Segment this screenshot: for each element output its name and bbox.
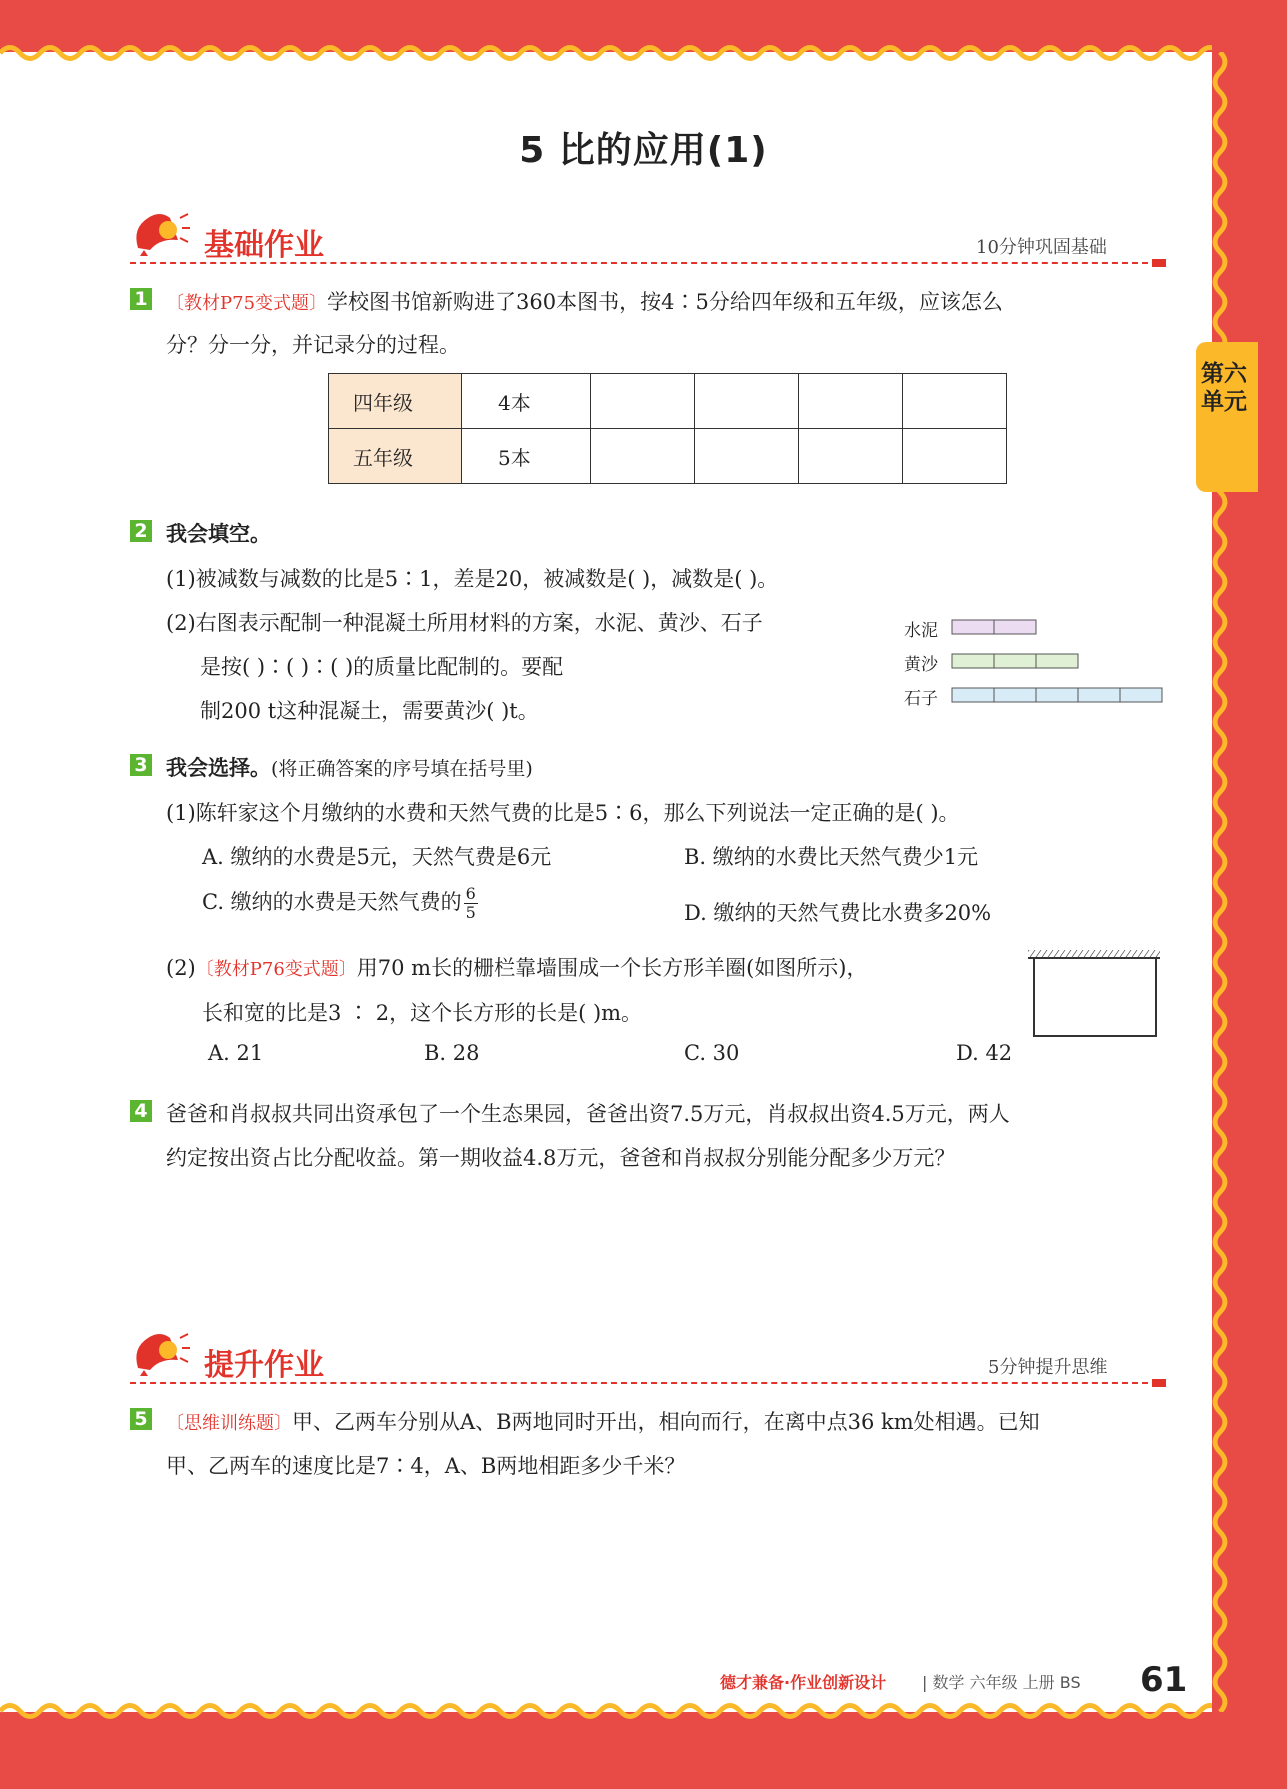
fraction-denominator: 5 [465,903,476,922]
q5-tag: 〔思维训练题〕 [166,1413,292,1434]
q3-part1: (1)陈轩家这个月缴纳的水费和天然气费的比是5∶6，那么下列说法一定正确的是( )。 [166,801,960,825]
q5-line1 [166,1406,1040,1436]
table-row [329,429,1007,484]
q4-line1: 爸爸和肖叔叔共同出资承包了一个生态果园，爸爸出资7.5万元，肖叔叔出资4.5万元，两人 [166,1102,1010,1126]
row-value-grade5: 5本 [462,429,591,484]
q1-text: 学校图书馆新购进了360本图书，按4∶5分给四年级和五年级，应该怎么 [327,290,1003,314]
mix-ratio-bars [950,614,1170,710]
megaphone-icon [130,1328,192,1378]
bar-label-gravel: 石子 [904,689,938,709]
top-wave-border [0,42,1212,64]
option-d[interactable]: D. 缴纳的天然气费比水费多20% [684,901,992,925]
q1-tag: 〔教材P75变式题〕 [166,293,328,314]
sheep-pen-diagram [1024,948,1164,1038]
bar-unit [994,688,1036,702]
section-advanced-title: 提升作业 [204,1348,324,1383]
bar-label-cement: 水泥 [904,621,938,641]
row-value-grade4: 4本 [462,374,591,429]
question-number: 4 [130,1100,152,1122]
bottom-wave-border [0,1700,1212,1722]
q2-title: 我会填空。 [166,522,271,546]
choice-b[interactable]: B. 28 [424,1041,480,1065]
answer-cell[interactable] [903,429,1007,484]
q3-part2-text: 用70 m长的栅栏靠墙围成一个长方形羊圈(如图所示)， [356,956,868,980]
bar-label-sand: 黄沙 [904,655,938,675]
q4-line2: 约定按出资占比分配收益。第一期收益4.8万元，爸爸和肖叔叔分别能分配多少万元？ [166,1146,956,1170]
unit-tab-label: 第六单元 [1201,361,1247,415]
footer-info: | 数学 六年级 上册 BS [922,1673,1081,1692]
q3-title: 我会选择。 [166,756,271,780]
section-basic-title: 基础作业 [204,228,324,263]
option-c[interactable] [202,885,478,922]
section-advanced-note: 5分钟提升思维 [988,1357,1108,1378]
right-wave-border [1200,52,1240,1712]
q1-line2: 分？分一分，并记录分的过程。 [166,333,460,357]
answer-cell[interactable] [799,374,903,429]
q2-part2-line2: 是按( )∶( )∶( )的质量比配制的。要配 [200,655,564,679]
option-b[interactable]: B. 缴纳的水费比天然气费少1元 [684,845,979,869]
table-row [329,374,1007,429]
fraction [464,885,478,922]
choice-a[interactable]: A. 21 [208,1041,264,1065]
option-a[interactable]: A. 缴纳的水费是5元，天然气费是6元 [202,845,552,869]
section-basic-note: 10分钟巩固基础 [976,237,1107,258]
choice-c[interactable]: C. 30 [684,1041,740,1065]
row-label-grade4: 四年级 [329,374,462,429]
question-number: 1 [130,288,152,310]
section-advanced-divider [130,1382,1148,1384]
divider-end-mark [1152,259,1166,267]
bar-unit [1078,688,1120,702]
page-number: 61 [1140,1660,1188,1700]
page-title: 5 比的应用(1) [519,130,768,171]
distribution-table [328,373,1007,484]
question-number: 3 [130,754,152,776]
bar-unit [952,654,994,668]
footer-info-text: 数学 六年级 上册 BS [932,1673,1081,1692]
q3-part2-line2: 长和宽的比是3 ∶ 2，这个长方形的长是( )m。 [202,1001,643,1025]
q3-heading [166,752,533,782]
choice-d[interactable]: D. 42 [956,1041,1013,1065]
bar-unit [1036,654,1078,668]
answer-cell[interactable] [591,429,695,484]
q2-part2-line1: (2)右图表示配制一种混凝土所用材料的方案，水泥、黄沙、石子 [166,611,763,635]
answer-cell[interactable] [695,429,799,484]
fraction-numerator: 6 [465,884,476,903]
bar-unit [994,620,1036,634]
answer-cell[interactable] [695,374,799,429]
megaphone-icon [130,208,192,258]
q3-part2-line1 [166,952,867,982]
bar-unit [994,654,1036,668]
answer-cell[interactable] [591,374,695,429]
answer-cell[interactable] [903,374,1007,429]
q3-hint: (将正确答案的序号填在括号里) [271,758,533,780]
q2-part2-line3: 制200 t这种混凝土，需要黄沙( )t。 [200,699,539,723]
footer-brand: 德才兼备·作业创新设计 [720,1673,887,1692]
row-label-grade5: 五年级 [329,429,462,484]
q3-part2-tag: 〔教材P76变式题〕 [195,959,357,980]
section-basic-divider [130,262,1148,264]
bar-unit [952,688,994,702]
q3-part2-prefix: (2) [166,956,196,980]
bar-unit [1036,688,1078,702]
q2-part1: (1)被减数与减数的比是5∶1，差是20，被减数是( )，减数是( )。 [166,567,779,591]
option-c-text: C. 缴纳的水费是天然气费的 [202,890,462,914]
q1-line1 [166,286,1003,316]
bar-unit [1120,688,1162,702]
divider-end-mark [1152,1379,1166,1387]
question-number: 2 [130,520,152,542]
bar-unit [952,620,994,634]
q5-text: 甲、乙两车分别从A、B两地同时开出，相向而行，在离中点36 km处相遇。已知 [292,1410,1040,1434]
answer-cell[interactable] [799,429,903,484]
question-number: 5 [130,1408,152,1430]
q5-line2: 甲、乙两车的速度比是7∶4，A、B两地相距多少千米？ [166,1454,686,1478]
